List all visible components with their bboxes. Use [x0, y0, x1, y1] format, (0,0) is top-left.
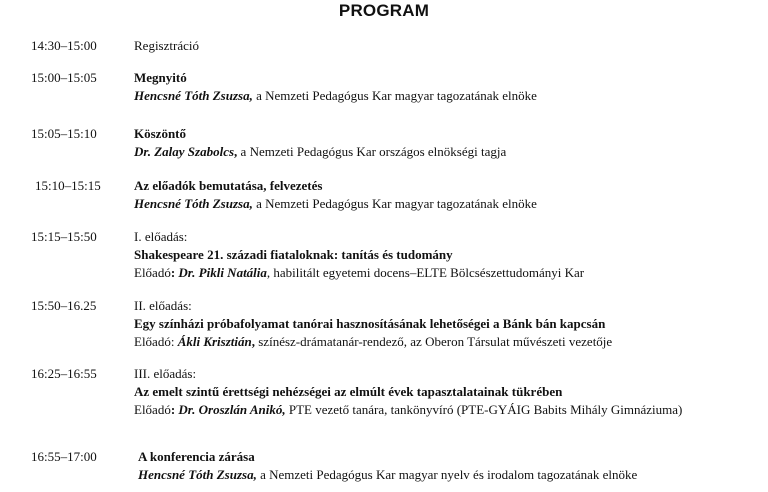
speaker-separator: ,	[251, 334, 255, 349]
item-heading: A konferencia zárása	[138, 449, 255, 464]
item-speaker	[134, 143, 734, 161]
item-time: 15:15–15:50	[31, 229, 97, 244]
speaker-name: Dr. Oroszlán Anikó,	[178, 402, 286, 417]
speaker-role: , habilitált egyetemi docens–ELTE Bölcsészettudományi Kar	[266, 265, 585, 280]
item-label: Regisztráció	[134, 38, 199, 53]
item-heading: Az előadók bemutatása, felvezetés	[134, 178, 323, 193]
item-number: II. előadás:	[134, 298, 192, 313]
item-time: 15:05–15:10	[31, 126, 97, 141]
speaker-name: Hencsné Tóth Zsuzsa,	[134, 88, 253, 103]
speaker-name: Dr. Pikli Natália	[178, 265, 267, 280]
presenter-colon: :	[170, 265, 179, 280]
speaker-role: a Nemzeti Pedagógus Kar magyar nyelv és irodalom tagozatának elnöke	[256, 467, 638, 482]
speaker-role: a Nemzeti Pedagógus Kar magyar tagozatának elnöke	[252, 196, 537, 211]
item-number: I. előadás:	[134, 229, 188, 244]
presenter-label: Előadó	[134, 402, 171, 417]
speaker-role: a Nemzeti Pedagógus Kar országos elnökségi tagja	[237, 144, 507, 159]
item-heading: Az emelt szintű érettségi nehézségei az elmúlt évek tapasztalatainak tükrében	[134, 384, 563, 399]
item-time: 15:10–15:15	[35, 178, 101, 193]
speaker-name: Hencsné Tóth Zsuzsa,	[134, 196, 253, 211]
speaker-separator: ,	[234, 144, 238, 159]
speaker-name: Ákli Krisztián	[177, 334, 252, 349]
speaker-name: Dr. Zalay Szabolcs	[134, 144, 235, 159]
item-presenter	[134, 401, 714, 419]
speaker-name: Hencsné Tóth Zsuzsa,	[138, 467, 257, 482]
item-time: 15:50–16.25	[31, 298, 97, 313]
page-title: PROGRAM	[338, 1, 430, 20]
presenter-label: Előadó:	[134, 334, 178, 349]
item-heading: Megnyitó	[134, 70, 187, 85]
item-time: 16:55–17:00	[31, 449, 97, 464]
item-time: 14:30–15:00	[31, 38, 97, 53]
item-heading: Shakespeare 21. századi fiataloknak: tanítás és tudomány	[134, 247, 453, 262]
item-speaker	[138, 466, 738, 484]
item-number: III. előadás:	[134, 366, 197, 381]
item-presenter	[134, 333, 734, 351]
presenter-colon: :	[170, 402, 179, 417]
speaker-role: a Nemzeti Pedagógus Kar magyar tagozatának elnöke	[252, 88, 537, 103]
speaker-role: PTE vezető tanára, tankönyvíró (PTE-GYÁIG Babits Mihály Gimnáziuma)	[285, 402, 683, 417]
item-heading: Köszöntő	[134, 126, 186, 141]
speaker-role: színész-drámatanár-rendező, az Oberon Társulat művészeti vezetője	[255, 334, 613, 349]
item-speaker	[134, 87, 734, 105]
item-time: 15:00–15:05	[31, 70, 97, 85]
presenter-label: Előadó	[134, 265, 171, 280]
item-presenter	[134, 264, 734, 282]
item-time: 16:25–16:55	[31, 366, 97, 381]
item-heading: Egy színházi próbafolyamat tanórai hasznosításának lehetőségei a Bánk bán kapcsán	[134, 316, 606, 331]
item-speaker	[134, 195, 734, 213]
